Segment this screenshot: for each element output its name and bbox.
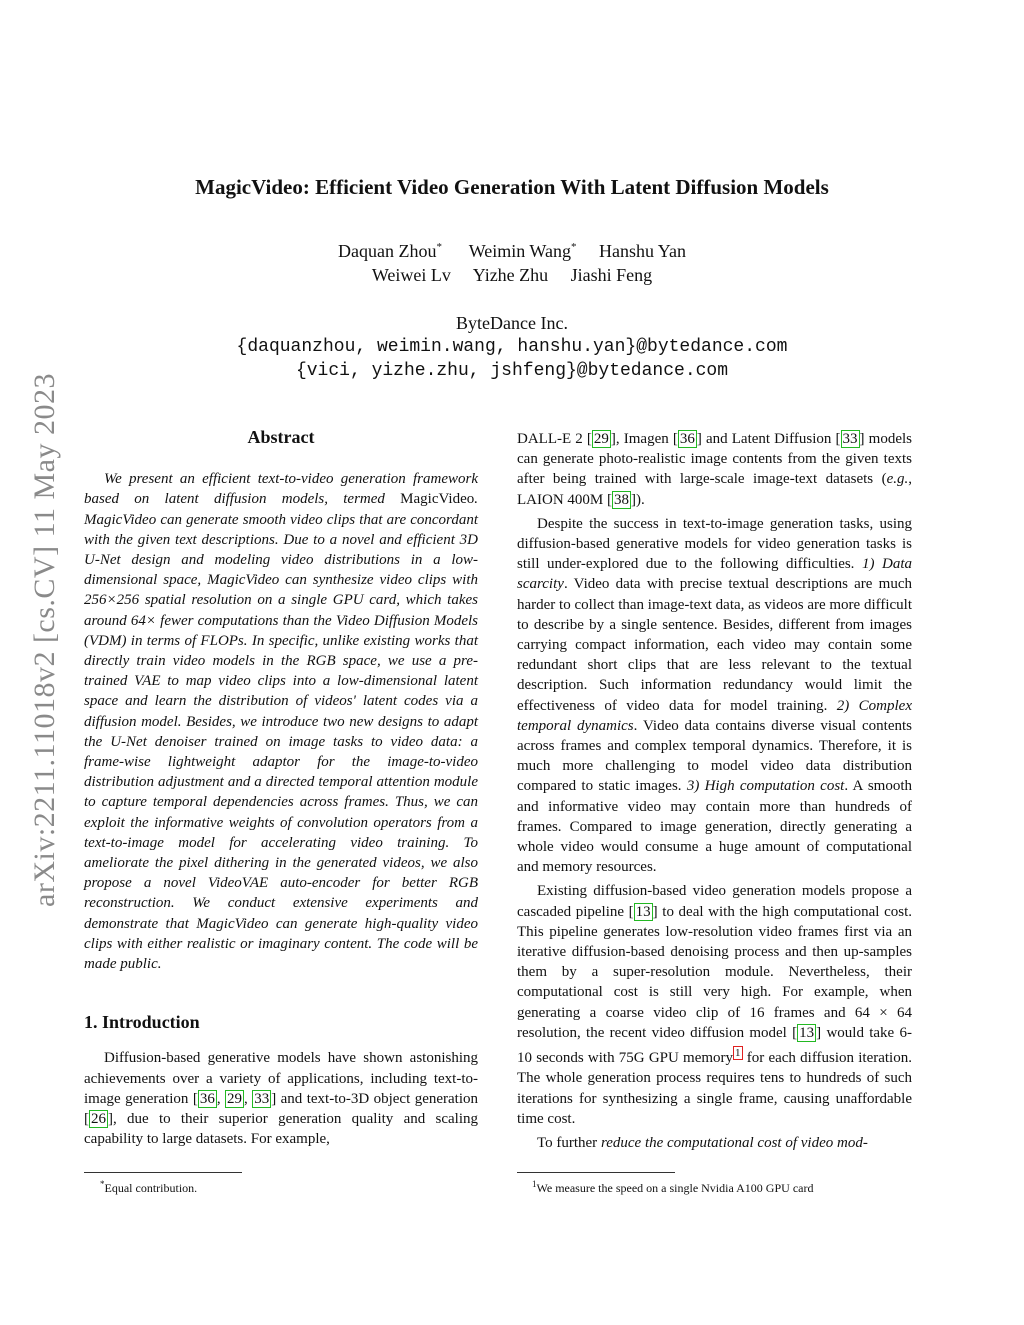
footnote-rule: [517, 1172, 675, 1173]
citation-link[interactable]: 13: [635, 903, 651, 920]
abstract-heading: Abstract: [247, 427, 315, 447]
introduction-heading: 1. Introduction: [84, 1012, 200, 1033]
citation-link[interactable]: 29: [593, 431, 609, 447]
abstract-text: We present an efficient text-to-video generation framework based on latent diffusion models, termed MagicVideo. MagicVideo can generate smooth video clips that are concordant with the given text descriptions. Due to a novel and efficient 3D U-Net design and modeling video distributions in a low-dimensional space, MagicVideo can synthesize video clips with 256×256 spatial resolution on a single GPU card, which takes around 64× fewer computations than the Video Diffusion Models (VDM) in terms of FLOPs. In specific, unlike existing works that directly train video models in the RGB space, we use a pre-trained VAE to map video clips into a low-dimensional latent space and learn the distribution of videos' latent codes via a diffusion model. Besides, we introduce two new designs to adapt the U-Net denoiser trained on image tasks to video data: a frame-wise lightweight adaptor for the image-to-video distribution adjustment and a directed temporal attention module to capture temporal dependencies across frames. Thus, we can exploit the informative weights of convolution operators from a text-to-image model for accelerating video training. To ameliorate the pixel dithering in the generated videos, we also propose a novel VideoVAE auto-encoder for better RGB reconstruction. We conduct extensive experiments and demonstrate that MagicVideo can generate high-quality video clips with either realistic or imaginary content. The code will be made public.: [84, 471, 478, 973]
paper-title: MagicVideo: Efficient Video Generation With Latent Diffusion Models: [195, 175, 829, 199]
arxiv-identifier: arXiv:2211.11018v2 [cs.CV] 11 May 2023: [28, 373, 61, 907]
footnote-equal-contribution: *Equal contribution.: [100, 1179, 198, 1195]
author-name: Hanshu Yan: [598, 241, 686, 261]
left-column: [84, 427, 478, 1150]
authors-line-2: [0, 265, 1024, 286]
emails-line-2: {vici, yizhe.zhu, jshfeng}@bytedance.com: [295, 361, 729, 381]
author-name: Weimin Wang: [468, 241, 571, 261]
citation-link[interactable]: 36: [679, 431, 695, 447]
authors-line-1: [0, 241, 1024, 262]
footnote-gpu: $^1$We measure the speed on a single Nvidia A100 GPU card: [532, 1179, 814, 1195]
author-name: Daquan Zhou: [338, 241, 437, 261]
intro-paragraph: Diffusion-based generative models have shown astonishing achievements over a variety of applications, including text-to-image generation [ 36 , 29 , 33 ] and text-to-3D object generation [ 26 ], due to their superior generation quality and scaling capability to large datasets. For example,: [84, 1050, 478, 1148]
footnote-link[interactable]: 1: [735, 1047, 741, 1060]
author-name: Yizhe Zhu: [472, 265, 549, 285]
citation-link[interactable]: 13: [799, 1024, 815, 1041]
footnote-rule: [84, 1172, 242, 1173]
right-paragraph-3: Existing diffusion-based video generation models propose a cascaded pipeline [ 13 ] to deal with the high computational cost. This pipeline generates low-resolution video frames first via an iterative diffusion-based denoising process and then up-samples them by a super-resolution module. Nevertheless, their computational cost is still very high. For example, when generating a coarse video clip of 16 frames and 64 × 64 resolution, the recent video diffusion model [ 13 ] would take 6-10 seconds with 75G GPU memory $^1$ for each diffusion iteration. The whole generation process requires tens to hundreds of such iterations for synthesizing a single frame, causing unaffordable time cost.: [517, 883, 912, 1127]
author-mark: *: [436, 241, 442, 253]
author-name: Weiwei Lv: [371, 265, 451, 285]
affiliation: ByteDance Inc.: [456, 313, 568, 333]
author-mark: *: [570, 241, 577, 253]
right-column: [517, 429, 912, 1153]
right-paragraph-4: To further reduce the computational cost of video mod-: [537, 1134, 868, 1151]
emails-line-1: {daquanzhou, weimin.wang, hanshu.yan}@bytedance.com: [236, 337, 788, 357]
citation-link[interactable]: 33: [842, 431, 858, 447]
citation-link[interactable]: 38: [614, 491, 629, 508]
author-name: Jiashi Feng: [570, 265, 653, 285]
citation-link[interactable]: 29: [227, 1090, 242, 1107]
citation-link[interactable]: 33: [254, 1090, 270, 1107]
citation-link[interactable]: 26: [91, 1111, 106, 1128]
citation-link[interactable]: 36: [199, 1090, 215, 1107]
right-paragraph-1: DALL-E 2 [ 29 ], Imagen [ 36 ] and Latent Diffusion [ 33 ] models can generate photo-realistic image contents from the given texts after being trained with large-scale image-text datasets (e.g., LAION 400M [ 38 ]).: [517, 431, 912, 508]
right-paragraph-2: Despite the success in text-to-image generation tasks, using diffusion-based generative models for video generation tasks is still under-explored due to the following difficulties. 1) Data scarcity. Video data with precise textual descriptions are much harder to collect than image-text data, as videos are more difficult to describe by a single sentence. Besides, different from images carrying compact information, each video may contain some redundant short clips that are less relevant to the textual description. Such information redundancy would limit the effectiveness of video data for model training. 2) Complex temporal dynamics. Video data contains diverse visual contents across frames and complex temporal dynamics. Therefore, it is much more challenging to model video data distribution compared to static images. 3) High computation cost. A smooth and informative video may contain more than hundreds of frames. Compared to image generation, directly generating a whole video would consume a huge amount of computational and memory resources.: [517, 515, 912, 876]
